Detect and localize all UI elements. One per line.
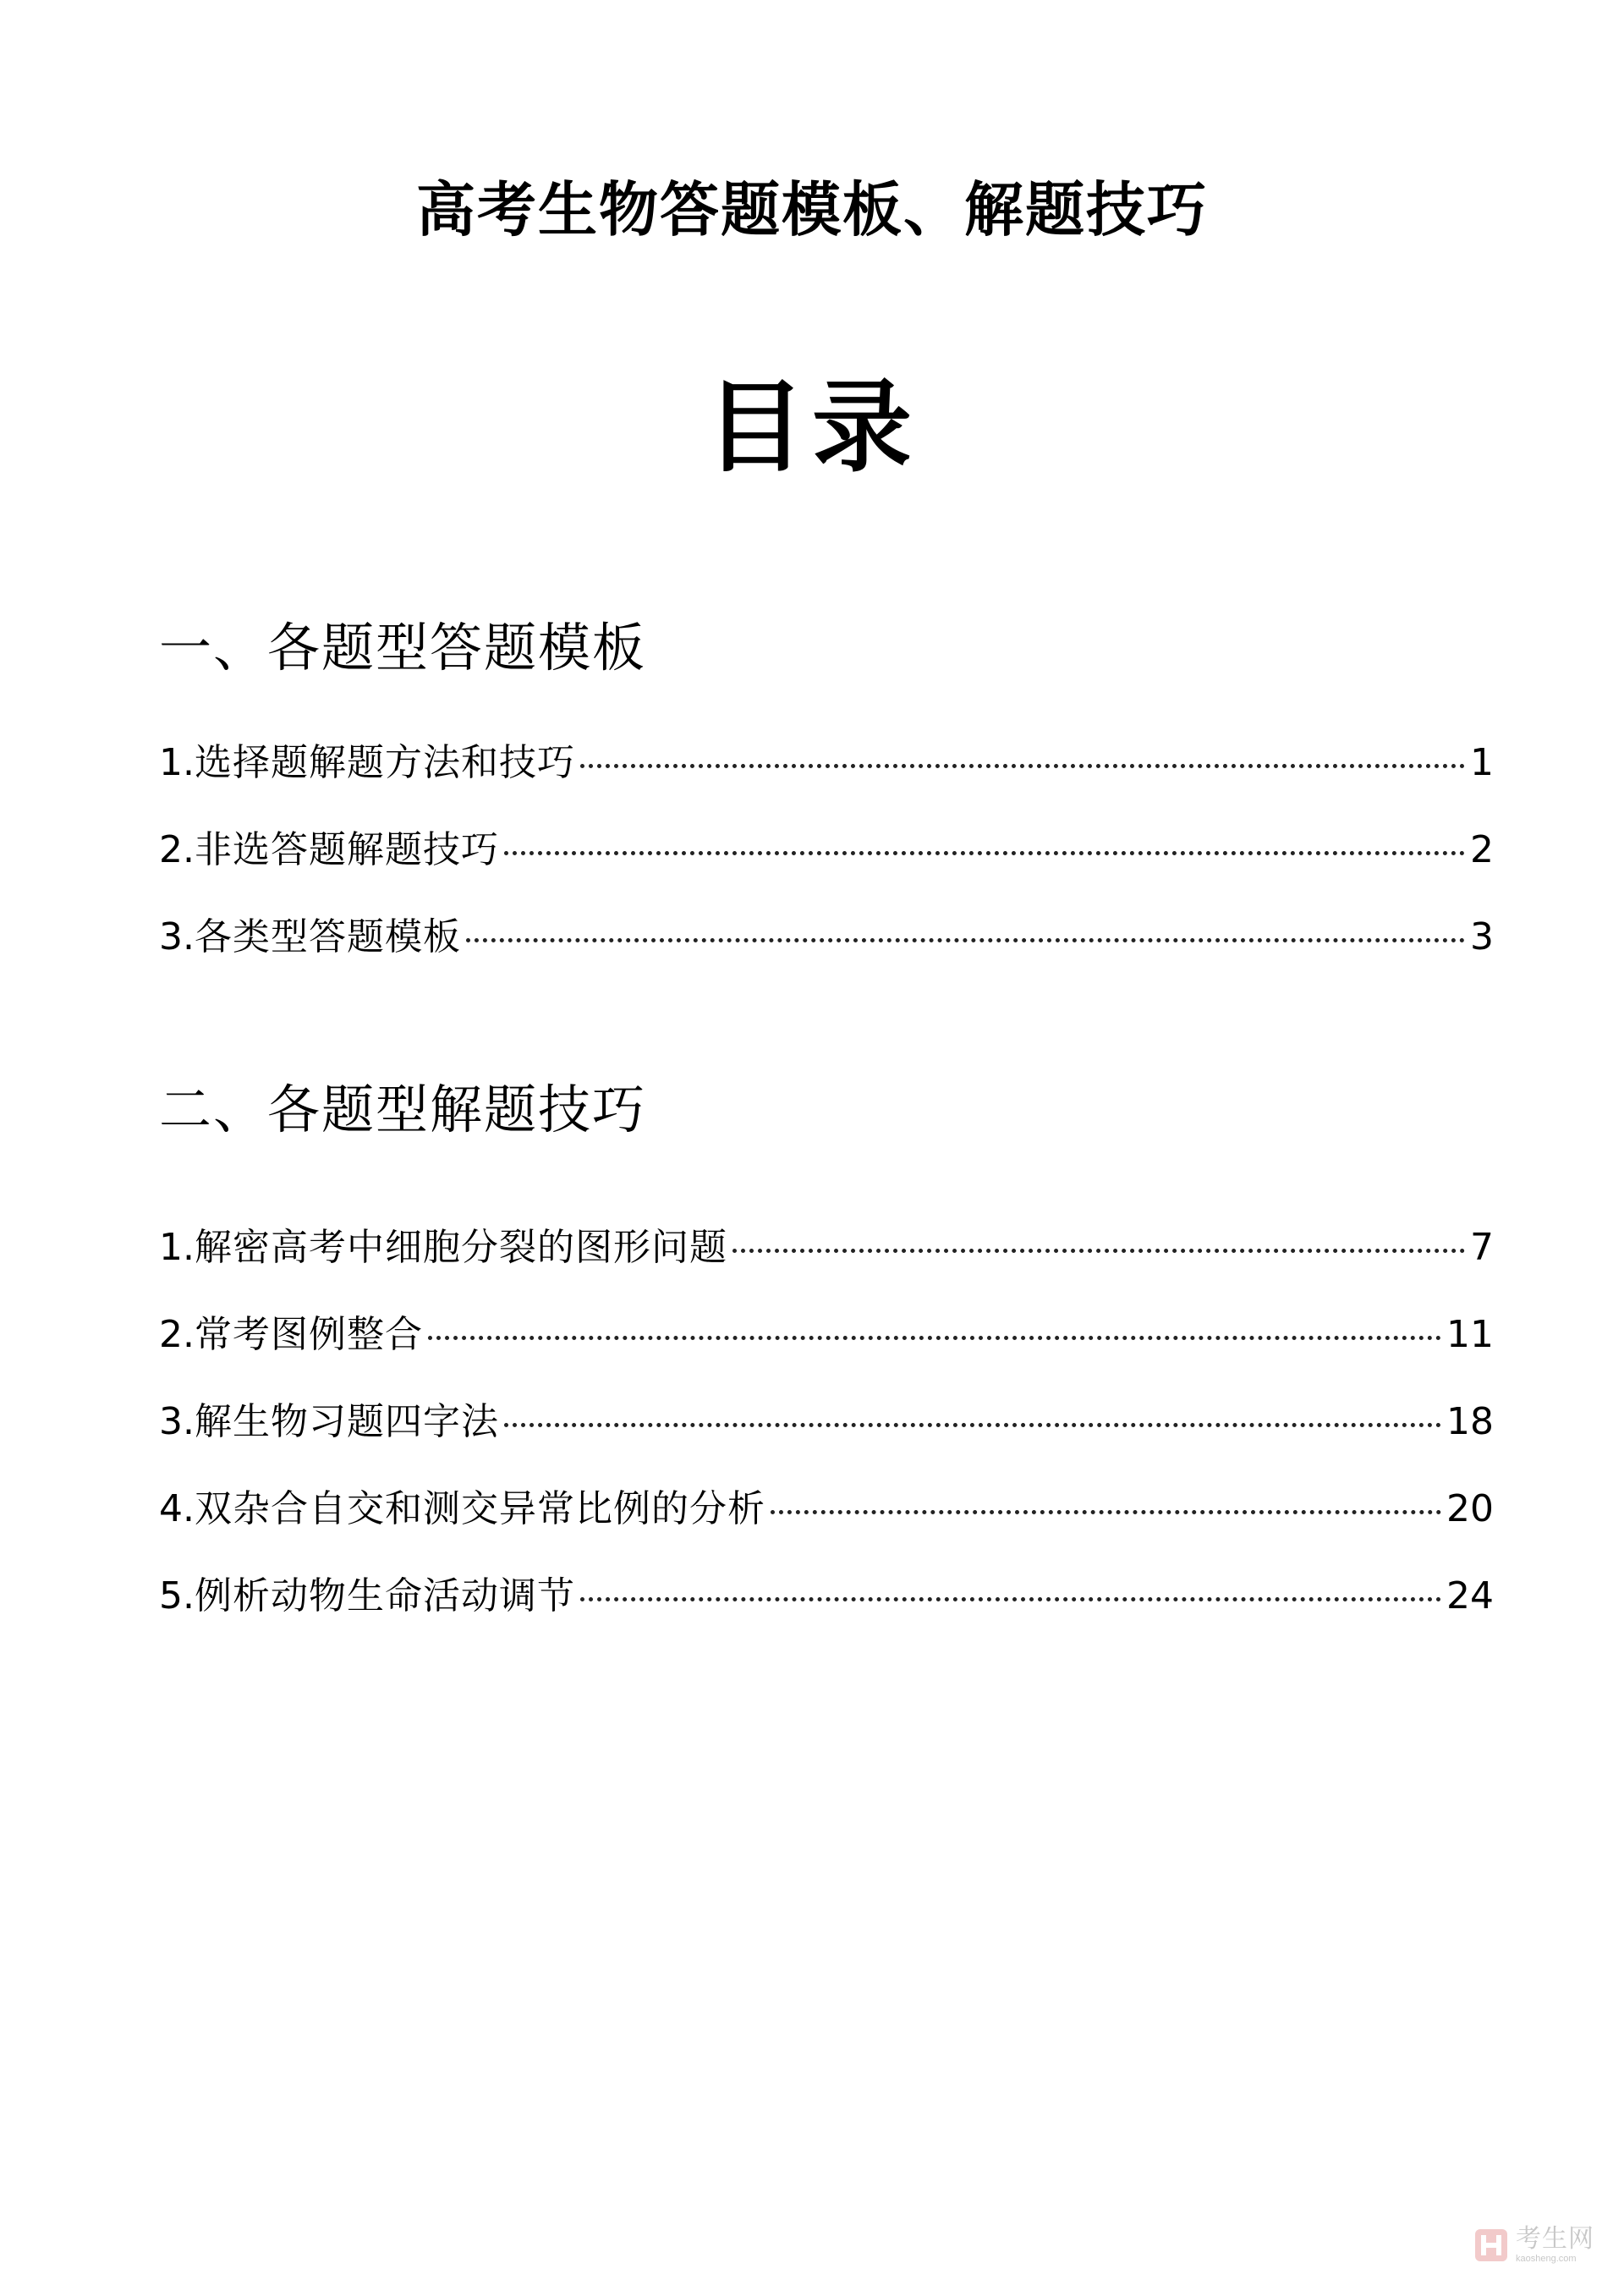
entry-title: 解密高考中细胞分裂的图形问题 xyxy=(194,1226,727,1269)
toc-entry[interactable] xyxy=(159,1397,1494,1484)
entry-number: 3. xyxy=(159,915,195,958)
entry-title: 常考图例整合 xyxy=(194,1313,423,1356)
section-heading-techniques: 二、各题型解题技巧 xyxy=(159,1079,647,1140)
entry-page-number: 7 xyxy=(1470,1226,1494,1269)
dot-leader xyxy=(466,938,1465,942)
entry-number: 1. xyxy=(159,741,195,784)
entry-page-number: 18 xyxy=(1446,1400,1494,1443)
dot-leader xyxy=(580,1597,1441,1601)
watermark-site: kaosheng.com xyxy=(1516,2254,1577,2264)
toc-entry[interactable] xyxy=(159,825,1494,912)
entry-number: 2. xyxy=(159,1313,195,1356)
toc-entry[interactable] xyxy=(159,912,1494,999)
toc-entry[interactable] xyxy=(159,1484,1494,1571)
toc-list-templates xyxy=(159,738,1494,999)
entry-number: 3. xyxy=(159,1400,195,1443)
dot-leader xyxy=(732,1249,1465,1253)
entry-title: 选择题解题方法和技巧 xyxy=(194,741,575,784)
toc-entry[interactable] xyxy=(159,1222,1494,1310)
watermark-name: 考生网 xyxy=(1516,2224,1594,2254)
entry-number: 5. xyxy=(159,1574,195,1618)
entry-number: 4. xyxy=(159,1487,195,1530)
entry-page-number: 1 xyxy=(1470,741,1494,784)
toc-heading: 目录 xyxy=(705,368,919,486)
dot-leader xyxy=(771,1510,1441,1514)
entry-page-number: 2 xyxy=(1470,828,1494,871)
toc-entry[interactable] xyxy=(159,1310,1494,1397)
watermark-logo-icon xyxy=(1473,2227,1509,2263)
entry-title: 非选答题解题技巧 xyxy=(194,828,499,871)
watermark xyxy=(1473,2220,1622,2271)
toc-list-techniques xyxy=(159,1222,1494,1658)
document-title: 高考生物答题模板、解题技巧 xyxy=(416,174,1208,244)
dot-leader xyxy=(504,851,1465,855)
entry-title: 例析动物生命活动调节 xyxy=(194,1574,575,1618)
entry-number: 1. xyxy=(159,1226,195,1269)
section-heading-templates: 一、各题型答题模板 xyxy=(159,617,647,678)
dot-leader xyxy=(428,1336,1441,1340)
entry-page-number: 11 xyxy=(1446,1313,1494,1356)
entry-page-number: 20 xyxy=(1446,1487,1494,1530)
entry-page-number: 24 xyxy=(1446,1574,1494,1618)
entry-title: 双杂合自交和测交异常比例的分析 xyxy=(194,1487,765,1530)
entry-title: 各类型答题模板 xyxy=(194,915,461,958)
entry-number: 2. xyxy=(159,828,195,871)
entry-page-number: 3 xyxy=(1470,915,1494,958)
toc-entry[interactable] xyxy=(159,738,1494,825)
entry-title: 解生物习题四字法 xyxy=(194,1400,499,1443)
dot-leader xyxy=(504,1423,1441,1427)
toc-entry[interactable] xyxy=(159,1571,1494,1658)
dot-leader xyxy=(580,764,1465,768)
